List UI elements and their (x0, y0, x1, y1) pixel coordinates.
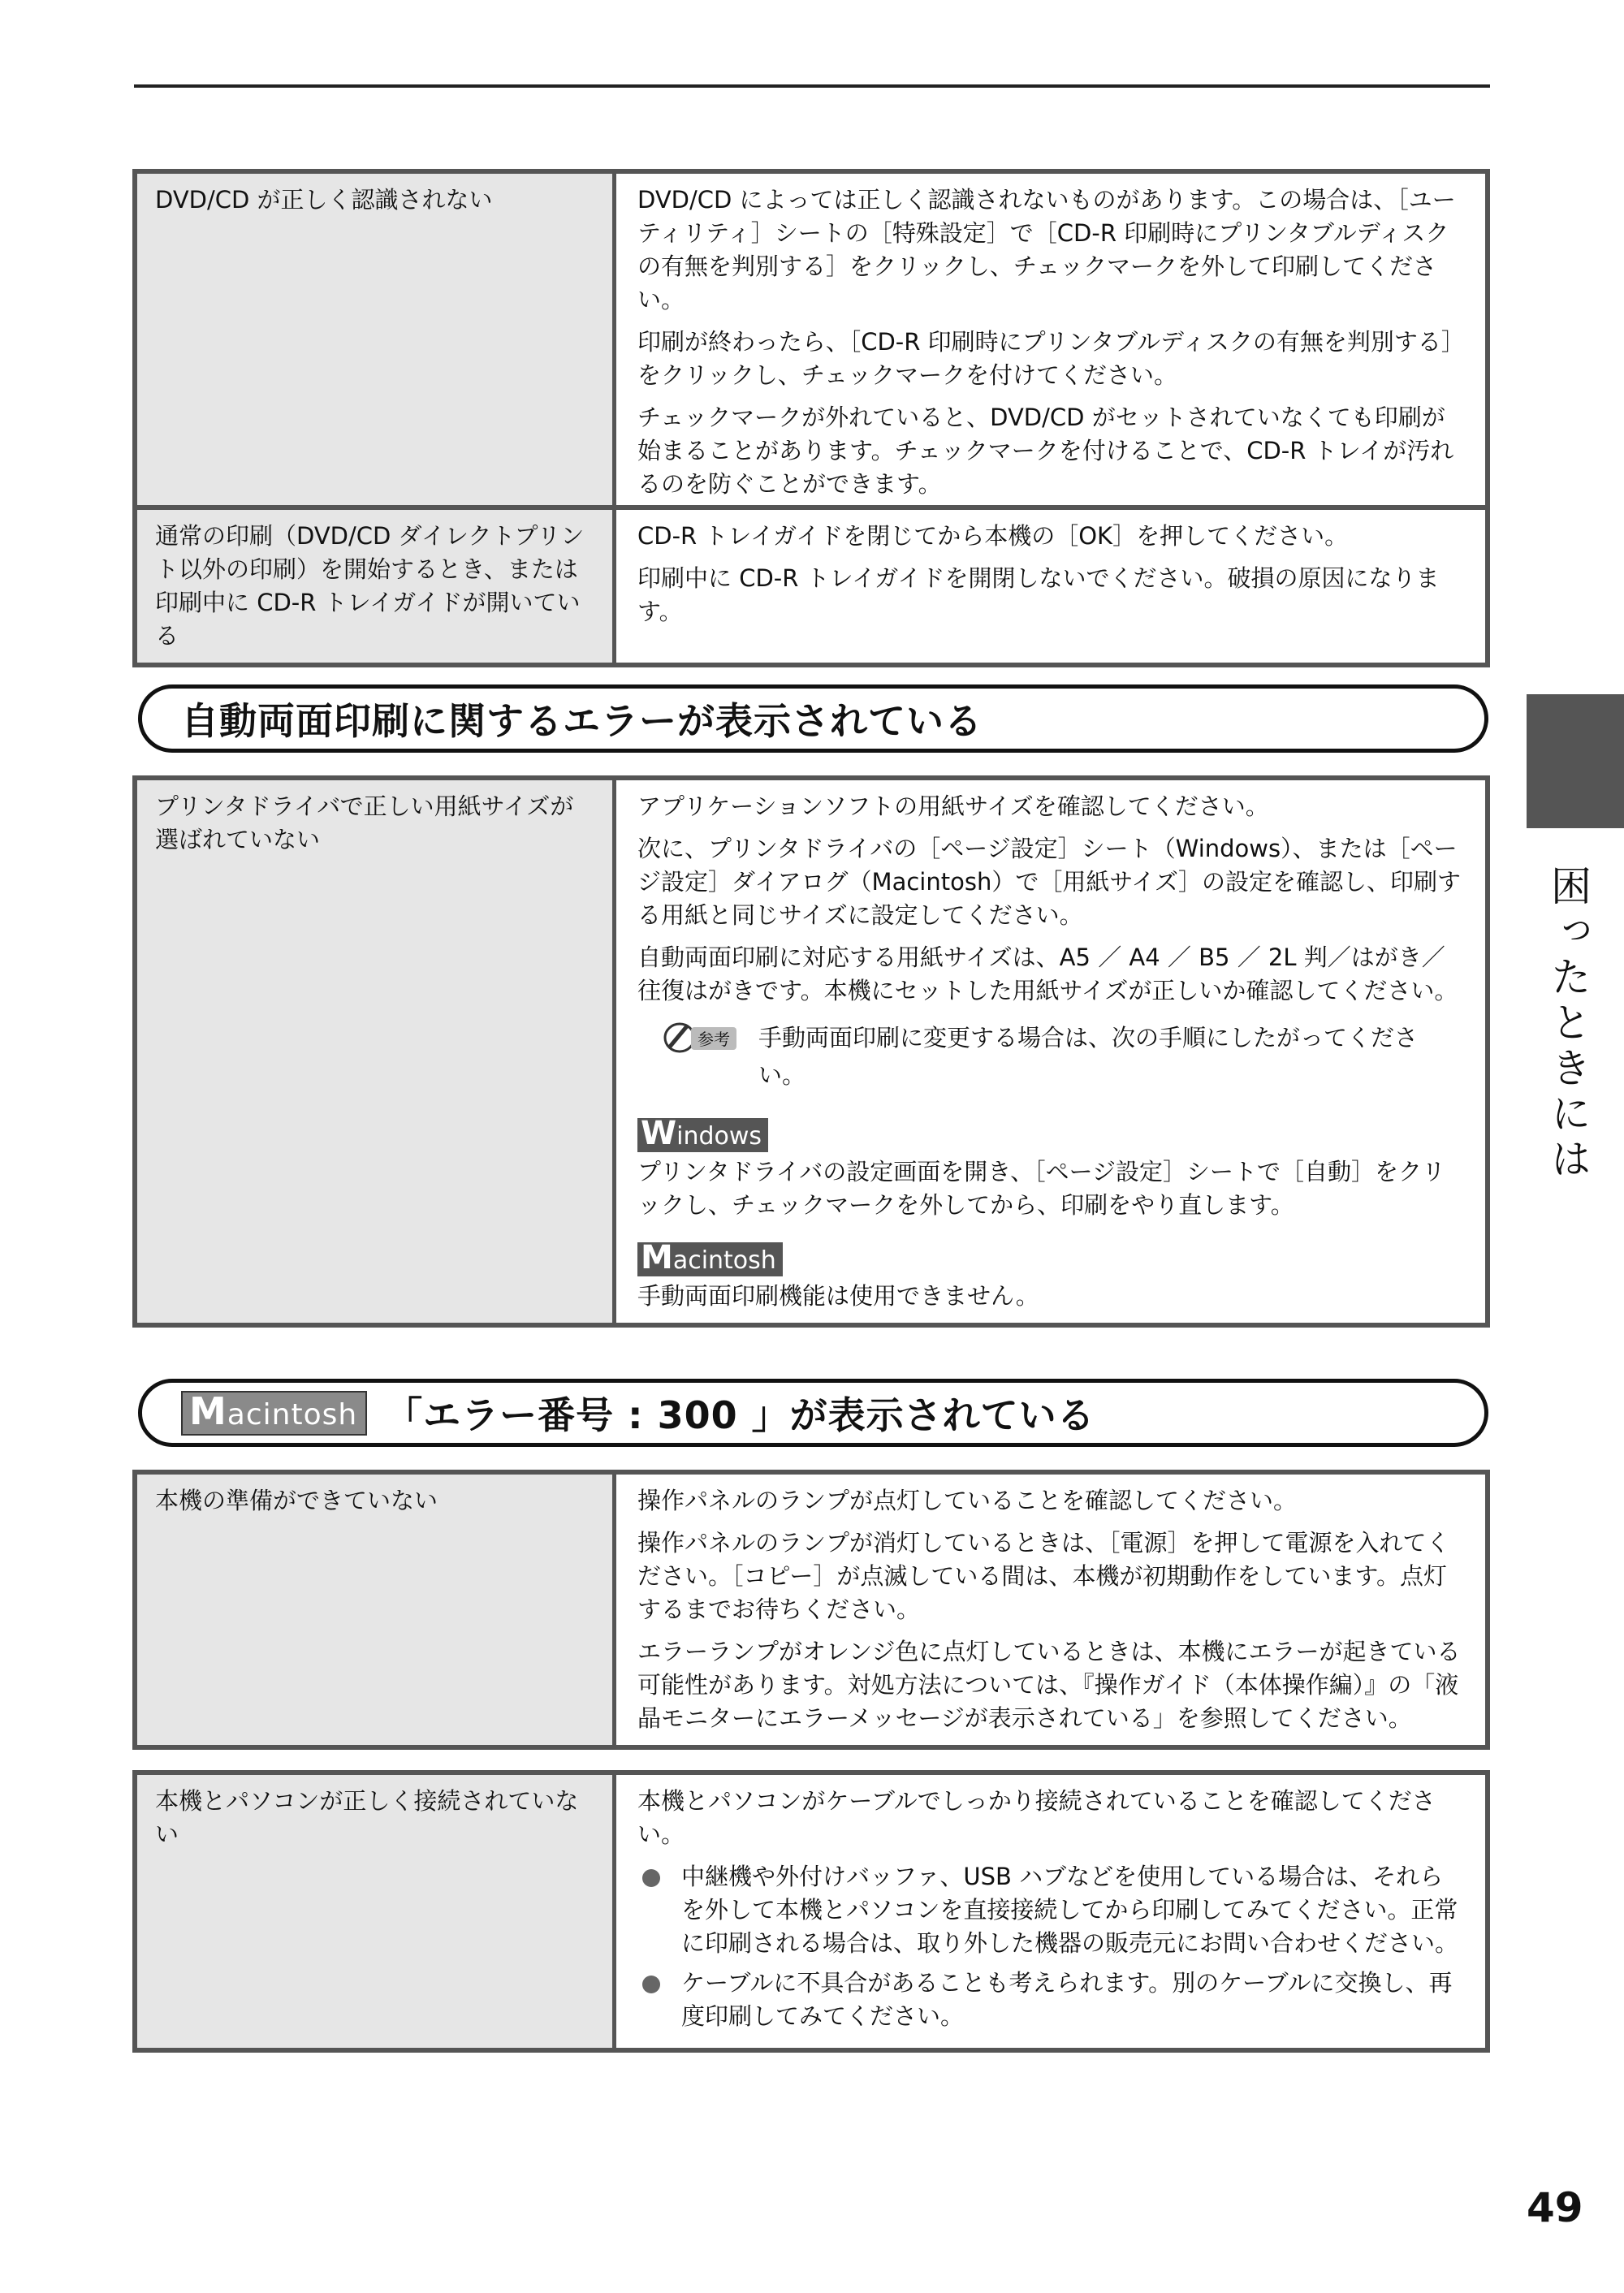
reference-text: 手動両面印刷に変更する場合は、次の手順にしたがってください。 (758, 1024, 1419, 1089)
solution-paragraph: エラーランプがオレンジ色に点灯しているときは、本機にエラーが起きている可能性があります。対処方法については、『操作ガイド（本体操作編）』の「液晶モニターにエラーメッセージが表示されている」を参照してください。 (637, 1638, 1461, 1732)
reference-label: 参考 (698, 1030, 730, 1049)
solution-paragraph: CD-R トレイガイドを閉じてから本機の［OK］を押してください。 (637, 522, 1349, 550)
chapter-label: 困ったときには (1544, 865, 1592, 1183)
heading-text: 「エラー番号 : 300 」が表示されている (385, 1393, 1095, 1437)
section-heading-duplex (138, 684, 1488, 753)
solution-paragraph: 印刷中に CD-R トレイガイドを開閉しないでください。破損の原因になります。 (637, 564, 1440, 625)
bullet-list (637, 1860, 1464, 2033)
table-dvd-recognition (132, 169, 1490, 516)
solution-cell (616, 174, 1485, 511)
solution-paragraph: 次に、プリンタドライバの［ページ設定］シート（Windows）、または［ページ設定］ダイアログ（Macintosh）で［用紙サイズ］の設定を確認し、印刷する用紙と同じサイズに設定してください。 (637, 835, 1462, 929)
cause-cell: プリンタドライバで正しい用紙サイズが選ばれていない (137, 780, 616, 1323)
solution-paragraph: 印刷が終わったら、［CD-R 印刷時にプリンタブルディスクの有無を判別する］をクリックし、チェックマークを付けてください。 (637, 328, 1453, 389)
section-heading-error-300 (138, 1379, 1488, 1447)
table-tray-guide (132, 505, 1490, 667)
page-number: 49 (1527, 2184, 1583, 2231)
solution-paragraph: アプリケーションソフトの用紙サイズを確認してください。 (637, 792, 1269, 820)
heading-text: 自動両面印刷に関するエラーが表示されている (181, 699, 983, 743)
solution-paragraph: 操作パネルのランプが消灯しているときは、［電源］を押して電源を入れてください。［コピー］が点滅している間は、本機が初期動作をしています。点灯するまでお待ちください。 (637, 1529, 1450, 1623)
reference-note (637, 1019, 1464, 1094)
solution-paragraph: 操作パネルのランプが点灯していることを確認してください。 (637, 1487, 1298, 1514)
table-connection (132, 1770, 1490, 2053)
cause-cell: 通常の印刷（DVD/CD ダイレクトプリント以外の印刷）を開始するとき、または印刷中に CD-R トレイガイドが開いている (137, 510, 616, 663)
cause-cell: 本機とパソコンが正しく接続されていない (137, 1775, 616, 2048)
solution-paragraph: 本機とパソコンがケーブルでしっかり接続されていることを確認してください。 (637, 1787, 1436, 1848)
solution-cell (616, 780, 1485, 1323)
windows-instructions: プリンタドライバの設定画面を開き、［ページ設定］シートで［自動］をクリックし、チェックマークを外してから、印刷をやり直します。 (637, 1158, 1445, 1219)
list-item: ケーブルに不具合があることも考えられます。別のケーブルに交換し、再度印刷してみてください。 (637, 1967, 1464, 2033)
top-rule (134, 84, 1490, 88)
solution-cell (616, 510, 1485, 663)
solution-paragraph: チェックマークが外れていると、DVD/CD がセットされていなくても印刷が始まることがあります。チェックマークを付けることで、CD-R トレイが汚れるのを防ぐことができます。 (637, 404, 1454, 498)
solution-paragraph: DVD/CD によっては正しく認識されないものがあります。この場合は、［ユーティリティ］シートの［特殊設定］で［CD-R 印刷時にプリンタブルディスクの有無を判別する］をクリックし、チェックマークを外して印刷してください。 (637, 186, 1456, 313)
macintosh-instructions: 手動両面印刷機能は使用できません。 (637, 1282, 1039, 1310)
chapter-tab (1527, 694, 1624, 828)
table-duplex-paper-size (132, 775, 1490, 1328)
cause-cell: DVD/CD が正しく認識されない (137, 174, 616, 511)
cause-cell: 本機の準備ができていない (137, 1475, 616, 1745)
solution-paragraph: 自動両面印刷に対応する用紙サイズは、A5 ／ A4 ／ B5 ／ 2L 判／はがき／往復はがきです。本機にセットした用紙サイズが正しいか確認してください。 (637, 944, 1458, 1004)
list-item: 中継機や外付けバッファ、USB ハブなどを使用している場合は、それらを外して本機とパソコンを直接接続してから印刷してみてください。正常に印刷される場合は、取り外した機器の販売元にお問い合わせください。 (637, 1860, 1464, 1960)
windows-badge: Windows (637, 1118, 768, 1152)
macintosh-badge: Macintosh (181, 1391, 367, 1436)
solution-cell (616, 1475, 1485, 1745)
macintosh-badge: Macintosh (637, 1242, 783, 1276)
solution-cell (616, 1775, 1485, 2048)
table-machine-not-ready (132, 1470, 1490, 1750)
reference-icon (662, 1019, 739, 1056)
